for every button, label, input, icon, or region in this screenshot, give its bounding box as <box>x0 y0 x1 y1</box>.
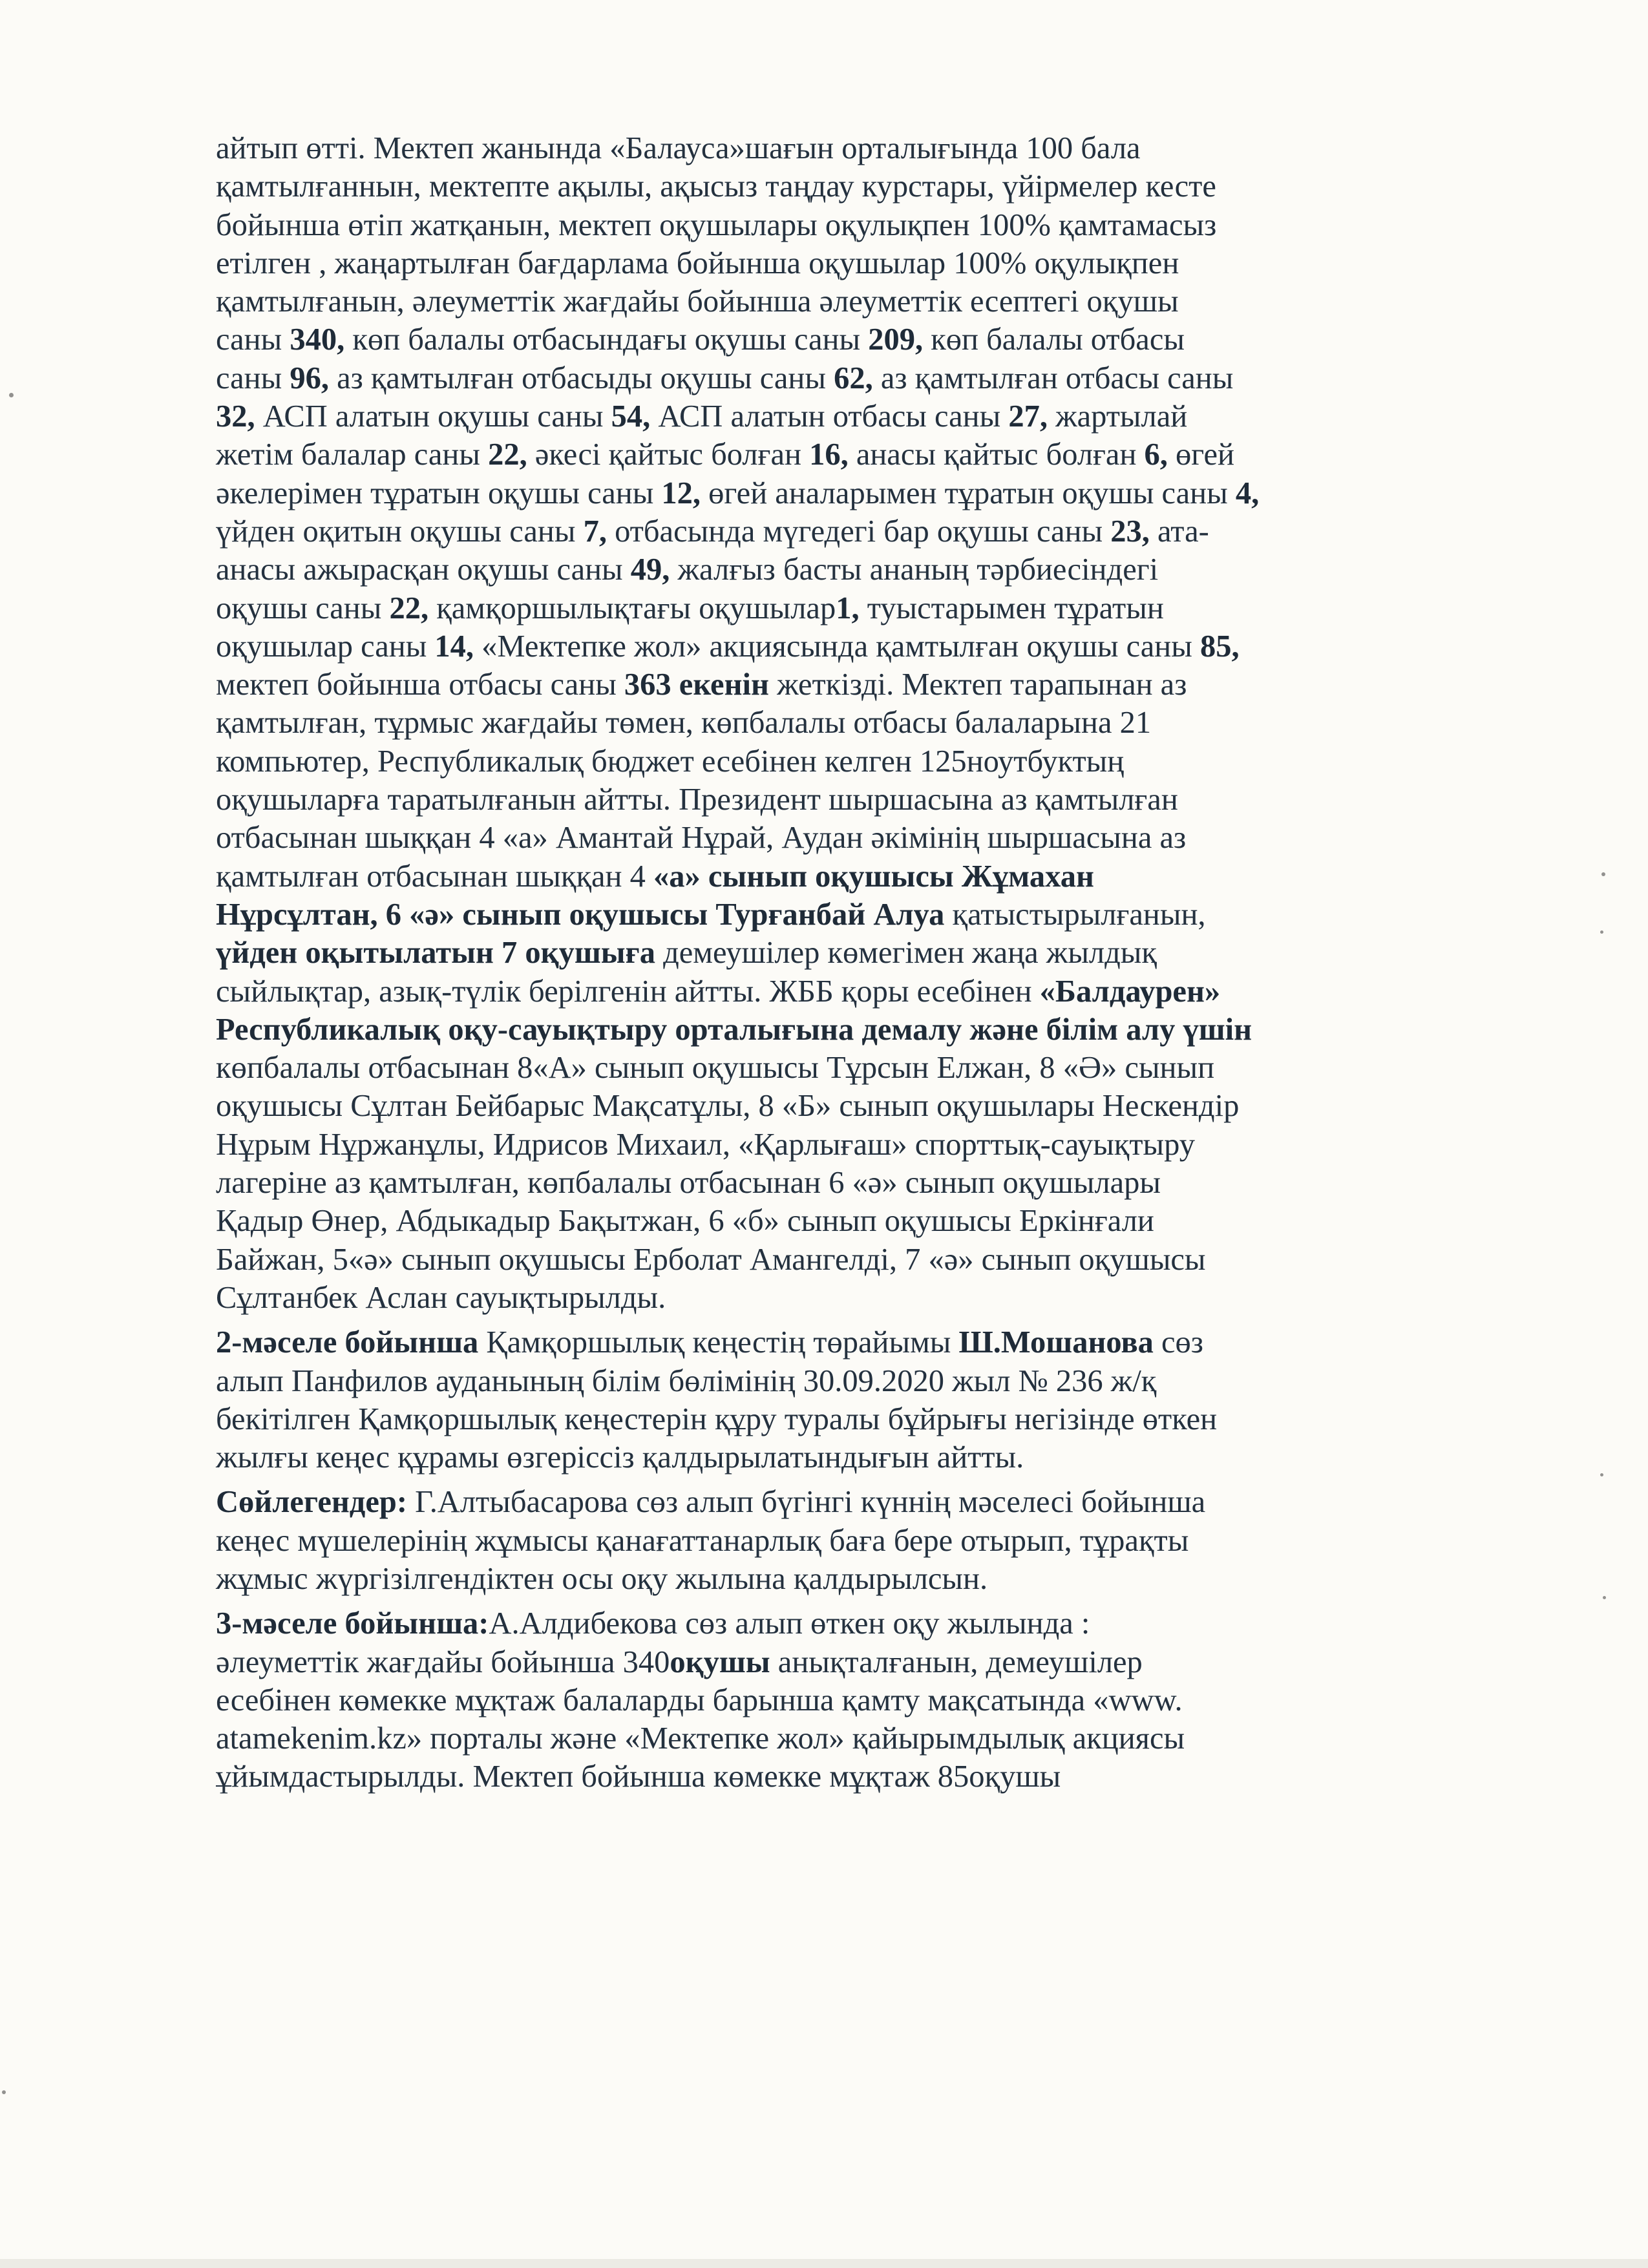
text-run: қамтылған отбасынан шыққан 4 <box>216 859 653 894</box>
text-run: atamekenim.kz» порталы және «Мектепке жол» қайырымдылық акциясы <box>216 1721 1185 1756</box>
text-line <box>216 512 1489 551</box>
text-run: саны <box>216 322 290 357</box>
bold-text: 340, <box>290 322 345 357</box>
text-line <box>216 1604 1489 1643</box>
text-run: жалғыз басты ананың тәрбиесіндегі <box>670 552 1159 587</box>
text-run: әкелерімен тұратын оқушы саны <box>216 476 662 510</box>
text-run: оқушыларға таратылғанын айтты. Президент шыршасына аз қамтылған <box>216 782 1178 817</box>
paragraph-gap <box>216 1317 1489 1323</box>
bold-text: 22, <box>488 437 527 472</box>
bold-text: оқушы <box>670 1644 770 1679</box>
text-run: оқушылар саны <box>216 629 435 664</box>
text-line <box>216 589 1489 627</box>
text-run: «Мектепке жол» акциясында қамтылған оқушы саны <box>474 629 1200 664</box>
text-line <box>216 244 1489 282</box>
bold-text: Сөйлегендер: <box>216 1485 407 1520</box>
text-run: ата- <box>1149 514 1209 549</box>
text-line <box>216 934 1489 972</box>
text-run: кеңес мүшелерінің жұмысы қанағаттанарлық баға бере отырып, тұрақты <box>216 1523 1189 1558</box>
bold-text: 3-мәселе бойынша: <box>216 1606 489 1641</box>
text-line <box>216 1643 1489 1681</box>
text-run: туыстарымен тұратын <box>859 591 1164 625</box>
text-run: АСП алатын оқушы саны <box>255 399 611 434</box>
text-line <box>216 206 1489 244</box>
bold-text: 1, <box>836 591 860 625</box>
text-line <box>216 1126 1489 1164</box>
bold-text: Нұрсұлтан, 6 «ә» сынып оқушысы Турғанбай Алуа <box>216 897 945 932</box>
text-line <box>216 436 1489 474</box>
bold-text: 62, <box>834 361 873 395</box>
bold-text: 7, <box>583 514 607 549</box>
text-line <box>216 704 1489 742</box>
text-line <box>216 857 1489 896</box>
text-line <box>216 781 1489 819</box>
bold-text: 16, <box>809 437 849 472</box>
text-line <box>216 1400 1489 1438</box>
text-run: А.Алдибекова сөз алып өткен оқу жылында : <box>489 1606 1090 1641</box>
text-line <box>216 1087 1489 1125</box>
paragraph-gap <box>216 1476 1489 1483</box>
text-line <box>216 1241 1489 1279</box>
text-run: көп балалы отбасындағы оқушы саны <box>344 322 869 357</box>
text-run: үйден оқитын оқушы саны <box>216 514 584 549</box>
bold-text: 209, <box>868 322 924 357</box>
text-run: отбасында мүгедегі бар оқушы саны <box>606 514 1111 549</box>
text-run: әлеуметтік жағдайы бойынша 340 <box>216 1644 670 1679</box>
text-run: жұмыс жүргізілгендіктен осы оқу жылына қалдырылсын. <box>216 1561 988 1596</box>
text-run: оқушы саны <box>216 591 390 625</box>
text-line <box>216 666 1489 704</box>
text-run: көп балалы отбасы <box>923 322 1185 357</box>
text-run: қамтылған, тұрмыс жағдайы төмен, көпбалалы отбасы балаларына 21 <box>216 706 1152 740</box>
text-run: отбасынан шыққан 4 «а» Амантай Нұрай, Аудан әкімінің шыршасына аз <box>216 821 1187 856</box>
text-run: демеушілер көмегімен жаңа жылдық <box>655 936 1157 971</box>
text-run: Нұрым Нұржанұлы, Идрисов Михаил, «Қарлығаш» спорттық-сауықтыру <box>216 1127 1195 1162</box>
bold-text: 96, <box>290 361 329 395</box>
text-run: қамтылғаннын, мектепте ақылы, ақысыз таңдау курстары, үйірмелер кесте <box>216 169 1216 204</box>
bold-text: үйден оқытылатын 7 оқушыға <box>216 936 655 971</box>
bold-text: 22, <box>389 591 429 625</box>
bold-text: Ш.Мошанова <box>958 1325 1154 1360</box>
text-run: жартылай <box>1047 399 1188 434</box>
bold-text: 14, <box>434 629 474 664</box>
text-line <box>216 1323 1489 1361</box>
bold-text: 27, <box>1008 399 1048 434</box>
text-run: аз қамтылған отбасы саны <box>872 361 1234 395</box>
text-run: әкесі қайтыс болған <box>527 437 810 472</box>
text-run: қатыстырылғанын, <box>944 897 1206 932</box>
text-line <box>216 1758 1489 1796</box>
text-line <box>216 129 1489 167</box>
text-line <box>216 972 1489 1011</box>
text-run: Сұлтанбек Аслан сауықтырылды. <box>216 1280 666 1315</box>
scan-bottom-edge <box>0 2259 1648 2268</box>
text-run: жылғы кеңес құрамы өзгеріссіз қалдырылатындығын айтты. <box>216 1440 1024 1475</box>
bold-text: «Балдаурен» <box>1039 974 1221 1009</box>
text-run: сөз <box>1153 1325 1203 1360</box>
text-run: Г.Алтыбасарова сөз алып бүгінгі күннің мәселесі бойынша <box>407 1485 1206 1520</box>
text-run: жеткізді. Мектеп тарапынан аз <box>768 667 1187 702</box>
bold-text: 85, <box>1199 629 1240 664</box>
text-run: аз қамтылған отбасыды оқушы саны <box>328 361 834 395</box>
text-run: есебінен көмекке мұқтаж балаларды барынша қамту мақсатында «www. <box>216 1683 1183 1717</box>
text-run: анасы ажырасқан оқушы саны <box>216 552 631 587</box>
bold-text: «а» сынып оқушысы Жұмахан <box>653 859 1094 894</box>
text-line <box>216 1279 1489 1317</box>
bold-text: 2-мәселе бойынша <box>216 1325 479 1360</box>
text-run: сыйлықтар, азық-түлік берілгенін айтты. ЖББ қоры есебінен <box>216 974 1040 1009</box>
text-line <box>216 627 1489 666</box>
text-run: қамтылғанын, әлеуметтік жағдайы бойынша әлеуметтік есептегі оқушы <box>216 284 1179 319</box>
text-run: компьютер, Республикалық бюджет есебінен келген 125ноутбуктың <box>216 744 1125 779</box>
text-run: мектеп бойынша отбасы саны <box>216 667 624 702</box>
text-run: ұйымдастырылды. Мектеп бойынша көмекке мұқтаж 85оқушы <box>216 1759 1061 1794</box>
text-run: АСП алатын отбасы саны <box>650 399 1009 434</box>
bold-text: 12, <box>661 476 701 510</box>
text-line <box>216 1049 1489 1087</box>
text-line <box>216 551 1489 589</box>
text-line <box>216 1438 1489 1476</box>
text-run: анықталғанын, демеушілер <box>770 1644 1143 1679</box>
paragraph-gap <box>216 1598 1489 1604</box>
text-run: оқушысы Сұлтан Бейбарыс Мақсатұлы, 8 «Б» сынып оқушылары Нескендір <box>216 1089 1240 1124</box>
text-run: өгей <box>1167 437 1235 472</box>
text-run: Қадыр Өнер, Абдыкадыр Бақытжан, 6 «б» сынып оқушысы Еркінғали <box>216 1204 1154 1239</box>
text-line <box>216 1719 1489 1758</box>
bold-text: 363 екенін <box>624 667 769 702</box>
bold-text: 4, <box>1235 476 1260 510</box>
text-run: саны <box>216 361 290 395</box>
text-run: Қамқоршылық кеңестің төрайымы <box>478 1325 959 1360</box>
text-line <box>216 1164 1489 1202</box>
text-line <box>216 1560 1489 1598</box>
text-run: қамқоршылықтағы оқушылар <box>428 591 836 625</box>
bold-text: 32, <box>216 399 255 434</box>
text-run: өгей аналарымен тұратын оқушы саны <box>701 476 1236 510</box>
text-line <box>216 474 1489 512</box>
text-line <box>216 359 1489 397</box>
text-line <box>216 819 1489 857</box>
text-line <box>216 397 1489 436</box>
text-line <box>216 282 1489 320</box>
text-line <box>216 742 1489 781</box>
bold-text: Республикалық оқу-сауықтыру орталығына демалу және білім алу үшін <box>216 1012 1252 1047</box>
text-line <box>216 1011 1489 1049</box>
text-run: лагеріне аз қамтылған, көпбалалы отбасынан 6 «ә» сынып оқушылары <box>216 1166 1161 1201</box>
text-line <box>216 1681 1489 1719</box>
bold-text: 54, <box>611 399 651 434</box>
text-line <box>216 1483 1489 1521</box>
text-run: етілген , жаңартылған бағдарлама бойынша оқушылар 100% оқулықпен <box>216 246 1179 280</box>
text-run: анасы қайтыс болған <box>848 437 1145 472</box>
text-line <box>216 167 1489 205</box>
text-run: бекітілген Қамқоршылық кеңестерін құру туралы бұйрығы негізінде өткен <box>216 1402 1218 1436</box>
text-line <box>216 1522 1489 1560</box>
bold-text: 23, <box>1110 514 1150 549</box>
bold-text: 49, <box>630 552 670 587</box>
text-line <box>216 1362 1489 1400</box>
text-run: бойынша өтіп жатқанын, мектеп оқушылары оқулықпен 100% қамтамасыз <box>216 207 1217 242</box>
document-body <box>216 129 1489 1796</box>
text-line <box>216 1202 1489 1240</box>
text-line <box>216 320 1489 359</box>
text-run: алып Панфилов ауданының білім бөлімінің 30.09.2020 жыл № 236 ж/қ <box>216 1363 1157 1398</box>
text-run: айтып өтті. Мектеп жанында «Балауса»шағын орталығында 100 бала <box>216 131 1141 165</box>
text-run: жетім балалар саны <box>216 437 489 472</box>
bold-text: 6, <box>1144 437 1168 472</box>
text-run: Байжан, 5«ә» сынып оқушысы Ерболат Амангелді, 7 «ә» сынып оқушысы <box>216 1242 1206 1277</box>
text-run: көпбалалы отбасынан 8«А» сынып оқушысы Тұрсын Елжан, 8 «Ә» сынып <box>216 1051 1215 1086</box>
text-line <box>216 896 1489 934</box>
